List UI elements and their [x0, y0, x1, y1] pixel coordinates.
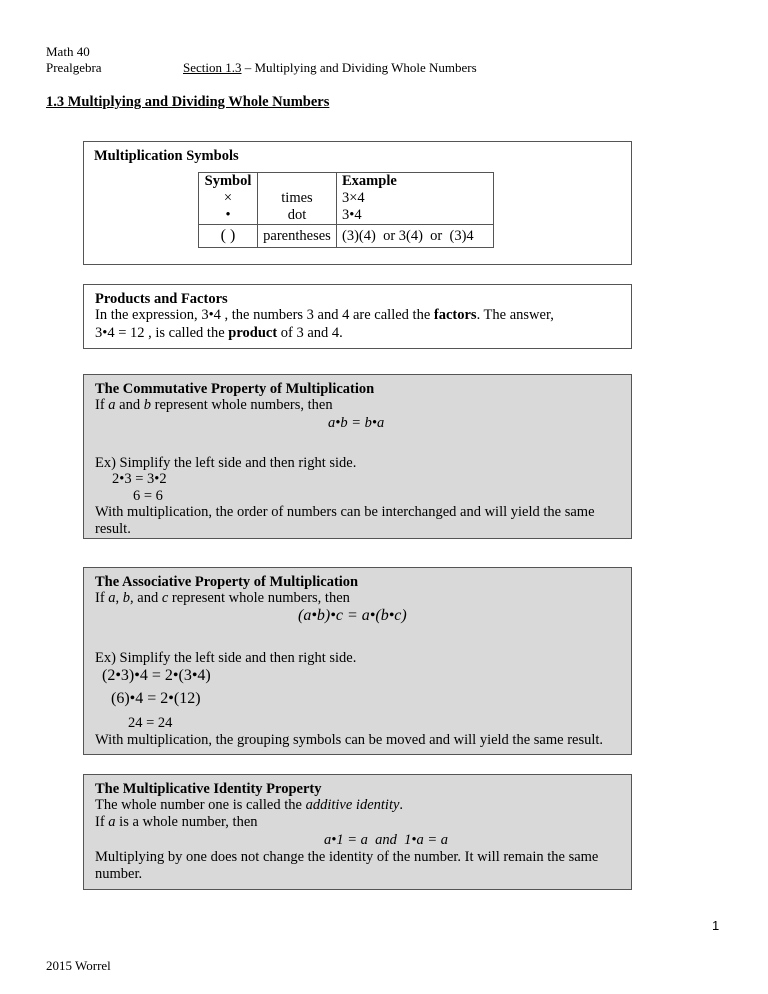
keyword-product: product: [228, 325, 278, 341]
course-label: Math 40: [46, 44, 90, 59]
products-line2: [95, 325, 343, 342]
text-segment: In the expression,: [95, 307, 202, 323]
symbol-cell: ×: [199, 190, 258, 207]
example-cell: (3)(4) or 3(4) or (3)4: [337, 225, 494, 248]
identity-line1: [95, 797, 403, 814]
example-step: 2•3 = 3•2: [112, 471, 167, 487]
keyword-factors: factors: [433, 307, 477, 323]
text-segment: is a whole number, then: [115, 814, 258, 830]
subject-label: Prealgebra: [46, 60, 102, 75]
table-row: [199, 225, 494, 248]
identity-box: [83, 774, 632, 890]
section-header-rest: – Multiplying and Dividing Whole Numbers: [241, 60, 477, 75]
symbol-cell: •: [199, 207, 258, 225]
identity-title: The Multiplicative Identity Property: [95, 781, 322, 797]
example-cell: 3×4: [337, 190, 494, 207]
text-segment: The whole number one is called the: [95, 797, 306, 813]
example-step: (2•3)•4 = 2•(3•4): [102, 667, 211, 684]
table-row: [199, 207, 494, 225]
variable: a: [108, 590, 116, 606]
text-segment: ,: [115, 590, 123, 606]
example-instruction: Ex) Simplify the left side and then right side.: [95, 650, 357, 666]
identity-conclusion: Multiplying by one does not change the identity of the number. It will remain the same number.: [95, 849, 599, 882]
associative-formula: (a•b)•c = a•(b•c): [298, 607, 407, 624]
section-header: [183, 60, 477, 76]
header-example: Example: [337, 173, 494, 191]
name-cell: times: [258, 190, 337, 207]
text-segment: If: [95, 590, 109, 606]
text-segment: . The answer,: [476, 307, 554, 323]
symbols-table: [198, 172, 494, 248]
text-segment: of 3 and 4.: [277, 325, 343, 341]
text-segment: , the numbers 3 and 4 are called the: [220, 307, 434, 323]
products-title: Products and Factors: [95, 291, 228, 307]
variable: a: [108, 397, 116, 413]
table-row: [199, 173, 494, 191]
page-title: 1.3 Multiplying and Dividing Whole Numbers: [46, 94, 330, 110]
associative-title: The Associative Property of Multiplication: [95, 574, 359, 590]
text-segment: and: [115, 397, 144, 413]
variable: b: [143, 397, 151, 413]
text-segment: , and: [130, 590, 162, 606]
symbols-title: Multiplication Symbols: [94, 148, 239, 164]
commutative-conclusion: With multiplication, the order of numbers can be interchanged and will yield the same result.: [95, 504, 595, 537]
term-additive-identity: additive identity: [305, 797, 400, 813]
commutative-box: [83, 374, 632, 539]
associative-box: [83, 567, 632, 755]
example-step: 6 = 6: [133, 488, 163, 504]
page-number: 1: [712, 918, 720, 933]
expression: 3•4 = 12: [95, 325, 145, 341]
name-cell: parentheses: [258, 225, 337, 248]
identity-line2: [95, 814, 258, 831]
variable: c: [161, 590, 169, 606]
products-line1: [95, 307, 554, 324]
identity-formula: a•1 = a and 1•a = a: [324, 832, 448, 848]
section-link[interactable]: Section 1.3: [183, 60, 242, 75]
header-symbol: Symbol: [199, 173, 258, 191]
example-instruction: Ex) Simplify the left side and then right side.: [95, 455, 357, 471]
associative-conclusion: With multiplication, the grouping symbols can be moved and will yield the same result.: [95, 732, 604, 748]
variable: a: [108, 814, 116, 830]
text-segment: , is called the: [144, 325, 229, 341]
example-step: 24 = 24: [128, 715, 173, 731]
example-step: (6)•4 = 2•(12): [111, 690, 201, 707]
text-segment: .: [399, 797, 404, 813]
variable: b: [122, 590, 131, 606]
commutative-intro: [95, 397, 333, 414]
name-cell: dot: [258, 207, 337, 225]
commutative-title: The Commutative Property of Multiplication: [95, 381, 375, 397]
symbols-box: [83, 141, 632, 265]
example-cell: 3•4: [337, 207, 494, 225]
header-name: [258, 173, 337, 191]
expression: 3•4: [201, 307, 221, 323]
text-segment: represent whole numbers, then: [150, 397, 333, 413]
table-row: [199, 190, 494, 207]
footer-author: 2015 Worrel: [46, 958, 111, 973]
symbol-cell: ( ): [199, 225, 258, 248]
text-segment: represent whole numbers, then: [168, 590, 350, 606]
commutative-formula: a•b = b•a: [328, 415, 385, 431]
text-segment: If: [95, 397, 109, 413]
text-segment: If: [95, 814, 109, 830]
associative-intro: [95, 590, 350, 607]
products-box: [83, 284, 632, 349]
